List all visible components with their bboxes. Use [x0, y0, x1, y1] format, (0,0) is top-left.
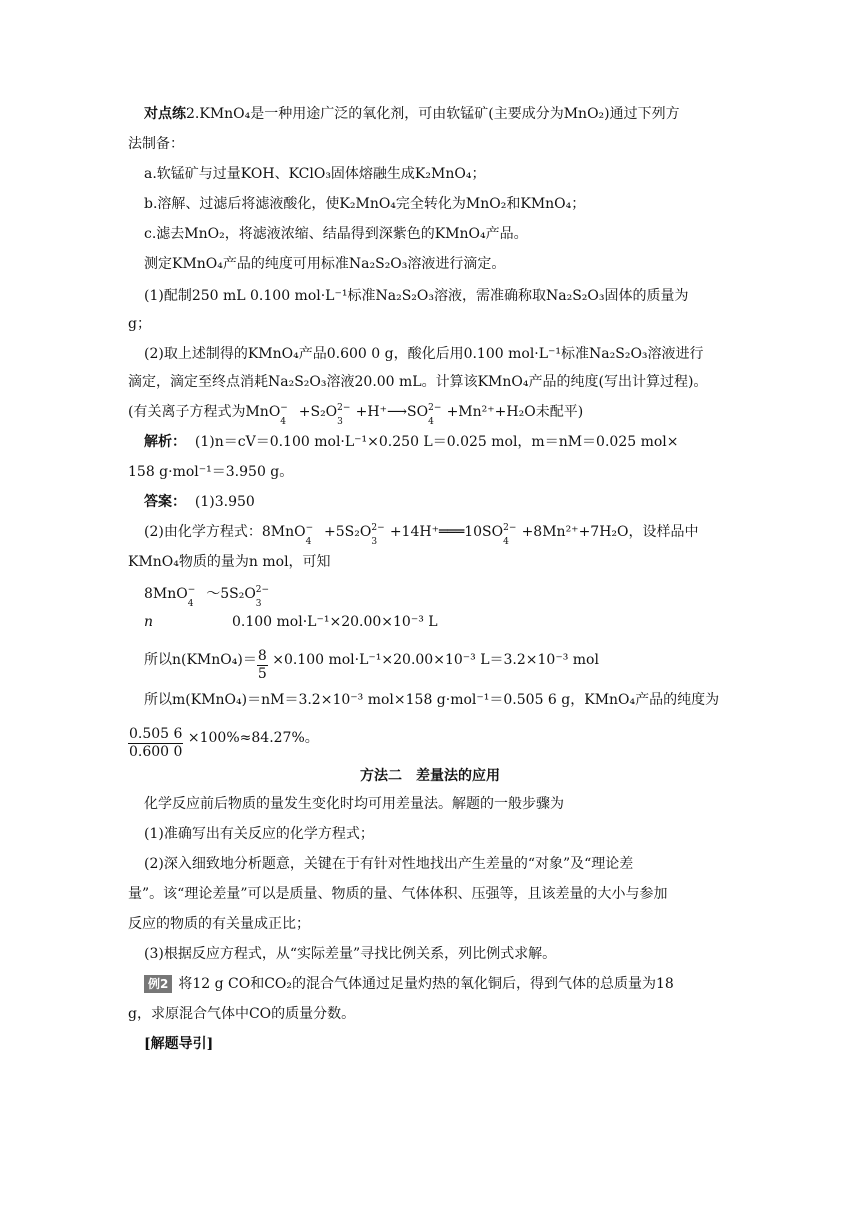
purity-denominator: 0.600 0	[129, 744, 183, 760]
analysis-line-1	[144, 432, 679, 452]
so2-line: 所以m(KMnO₄)＝nM＝3.2×10⁻³ mol×158 g·mol⁻¹＝0.505 6 g，KMnO₄产品的纯度为	[144, 692, 720, 708]
answer-2-line-1	[144, 522, 699, 547]
relation-value: 0.100 mol·L⁻¹×20.00×10⁻³ L	[232, 614, 438, 630]
fraction-8-5	[257, 648, 268, 683]
purity-fraction	[128, 726, 183, 761]
method2-step1: (1)准确写出有关反应的化学方程式；	[144, 826, 374, 842]
relation-line-1	[144, 584, 270, 609]
reaction-arrow-icon: ⟶	[386, 404, 408, 420]
q2-step-b: b.溶解、过滤后将滤液酸化，使K₂MnO₄完全转化为MnO₂和KMnO₄；	[144, 196, 586, 212]
s2o3-charge: 2− 3	[371, 523, 385, 547]
relation-part-a: 8MnO	[144, 586, 188, 602]
ion-eq-part-c: +H⁺	[355, 404, 387, 420]
so1-pre: 所以n(KMnO₄)＝	[144, 652, 257, 668]
so1-line	[144, 648, 599, 683]
analysis-label: 解析：	[144, 434, 186, 450]
analysis-line-2: 158 g·mol⁻¹＝3.950 g。	[128, 464, 294, 480]
answer-2-mid2: +14H⁺═══10SO	[389, 524, 504, 540]
method2-step3: (3)根据反应方程式，从“实际差量”寻找比例关系，列比例式求解。	[144, 946, 557, 962]
mno4-charge: − 4	[280, 403, 288, 427]
answer-2-pre: (2)由化学方程式：8MnO	[144, 524, 306, 540]
q2-sub2-line3	[128, 402, 584, 427]
relation-part-b: ～5S₂O	[206, 586, 256, 602]
q2-step-a: a.软锰矿与过量KOH、KClO₃固体熔融生成K₂MnO₄；	[144, 166, 486, 182]
method2-step2-line1: (2)深入细致地分析题意，关键在于有针对性地找出产生差量的“对象”及“理论差	[144, 856, 634, 872]
example2-text: 将12 g CO和CO₂的混合气体通过足量灼热的氧化铜后，得到气体的总质量为18	[178, 976, 674, 992]
answer-label: 答案：	[144, 494, 186, 510]
example2-line-1	[144, 974, 674, 994]
mno4-charge: − 4	[305, 523, 314, 547]
q2-measure: 测定KMnO₄产品的纯度可用标准Na₂S₂O₃溶液进行滴定。	[144, 256, 506, 272]
answer-2-mid3: +8Mn²⁺+7H₂O，设样品中	[521, 524, 699, 540]
q2-line-2: 法制备：	[128, 136, 184, 152]
answer-1: (1)3.950	[194, 494, 255, 510]
solution-guide: [解题导引]	[144, 1036, 214, 1052]
fraction-numerator: 8	[257, 648, 267, 664]
q2-title-label: 对点练	[144, 106, 186, 122]
fraction-denominator: 5	[257, 666, 267, 682]
method2-step2-line3: 反应的物质的有关量成正比；	[128, 916, 310, 932]
answer-line-1	[144, 492, 255, 512]
example-badge: 例2	[144, 975, 172, 993]
method2-step2-line2: 量”。该“理论差量”可以是质量、物质的量、气体体积、压强等，且该差量的大小与参加	[128, 886, 668, 902]
q2-step-c: c.滤去MnO₂，将滤液浓缩、结晶得到深紫色的KMnO₄产品。	[144, 226, 528, 242]
analysis-text: (1)n＝cV＝0.100 mol·L⁻¹×0.250 L＝0.025 mol，m＝nM＝0.025 mol×	[194, 434, 679, 450]
purity-numerator: 0.505 6	[129, 726, 183, 742]
ion-eq-part-a: (有关离子方程式为MnO	[128, 404, 281, 420]
s2o3-charge: 2− 3	[255, 585, 270, 609]
s2o3-charge: 2− 3	[337, 403, 351, 427]
example2-line-2: g，求原混合气体中CO的质量分数。	[128, 1006, 356, 1022]
q2-text: 2.KMnO₄是一种用途广泛的氧化剂，可由软锰矿(主要成分为MnO₂)通过下列方	[186, 106, 680, 122]
method2-intro: 化学反应前后物质的量发生变化时均可用差量法。解题的一般步骤为	[144, 796, 564, 812]
ion-eq-part-e: +Mn²⁺+H₂O未配平)	[446, 404, 584, 420]
q2-sub2-line1: (2)取上述制得的KMnO₄产品0.600 0 g，酸化后用0.100 mol·L⁻¹标准Na₂S₂O₃溶液进行	[144, 346, 704, 362]
q2-line-1	[144, 104, 680, 124]
ion-eq-part-d: SO	[407, 404, 429, 420]
answer-2-line-2: KMnO₄物质的量为n mol，可知	[128, 554, 331, 570]
ion-eq-part-b: +S₂O	[298, 404, 338, 420]
purity-line	[128, 726, 319, 761]
q2-sub1-line1: (1)配制250 mL 0.100 mol·L⁻¹标准Na₂S₂O₃溶液，需准确称取Na₂S₂O₃固体的质量为	[144, 288, 689, 304]
so1-post: ×0.100 mol·L⁻¹×20.00×10⁻³ L＝3.2×10⁻³ mol	[272, 652, 599, 668]
mno4-charge: − 4	[187, 585, 196, 609]
q2-sub1-line2: g；	[128, 316, 151, 332]
purity-post: ×100%≈84.27%。	[187, 730, 319, 746]
answer-2-mid1: +5S₂O	[324, 524, 372, 540]
relation-n: n	[144, 614, 154, 630]
so4-charge: 2− 4	[428, 403, 442, 427]
so4-charge: 2− 4	[503, 523, 517, 547]
method2-title: 方法二 差量法的应用	[360, 768, 500, 784]
q2-sub2-line2: 滴定，滴定至终点消耗Na₂S₂O₃溶液20.00 mL。计算该KMnO₄产品的纯度(写出计算过程)。	[128, 374, 708, 390]
